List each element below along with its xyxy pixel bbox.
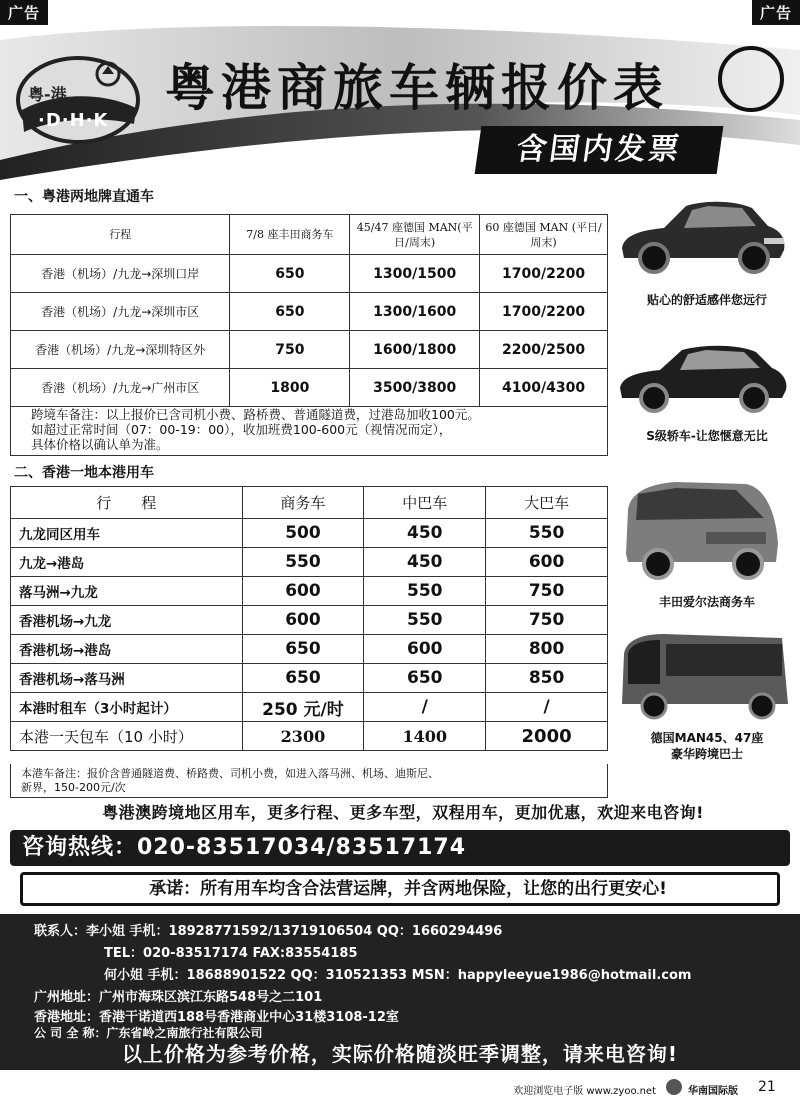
price-cell: 600 [486,548,608,577]
price-cell: 1700/2200 [480,255,608,293]
price-cell: 2200/2500 [480,331,608,369]
price-cell: 600 [364,635,486,664]
page-title: 粤港商旅车辆报价表 [165,58,669,117]
note-line: 具体价格以确认单为准。 [31,437,169,452]
page-number: 21 [758,1079,776,1095]
title-circle-decoration [718,46,784,112]
price-cell: 3500/3800 [350,369,480,407]
note-line: 新界，150-200元/次 [21,781,126,794]
van-caption: 丰田爱尔法商务车 [658,595,755,609]
price-cell: 1600/1800 [350,331,480,369]
price-cell: 650 [242,635,364,664]
price-cell: 550 [364,577,486,606]
table-row-daily [11,722,608,751]
cross-border-price-table [10,214,608,407]
logo-text-bottom: ·D·H·K [38,110,109,131]
bus-caption-line2: 豪华跨境巴士 [670,747,743,761]
price-cell: 650 [364,664,486,693]
col-header-man60: 60 座德国 MAN (平日/周末) [480,215,608,255]
footer-website: 欢迎浏览电子版 www.zyoo.net [513,1086,656,1097]
price-cell: 550 [242,548,364,577]
route-cell: 香港（机场）/九龙→深圳市区 [11,293,230,331]
route-cell: 香港机场→九龙 [11,606,243,635]
price-cell: 750 [230,331,350,369]
hongkong-address: 香港地址：香港干诺道西188号香港商业中心31楼3108-12室 [34,1010,399,1025]
route-cell: 本港一天包车（10 小时） [11,722,243,751]
note-line: 跨境车备注：以上报价已含司机小费、路桥费、普通隧道费，过港岛加收100元。 [31,407,480,422]
route-cell: 香港（机场）/九龙→广州市区 [11,369,230,407]
price-cell: 750 [486,577,608,606]
route-cell: 香港机场→落马洲 [11,664,243,693]
price-cell: 1300/1500 [350,255,480,293]
price-cell: 650 [230,293,350,331]
route-cell: 香港机场→港岛 [11,635,243,664]
contact-line-he: 何小姐 手机：18688901522 QQ：310521353 MSN：happyleeyue1986@hotmail.com [104,968,692,983]
toyota-alphard-photo [616,474,782,586]
footer-edition: 华南国际版 [688,1086,738,1097]
price-cell: 450 [364,548,486,577]
note-line: 本港车备注：报价含普通隧道费、桥路费、司机小费，如进入落马洲、机场、迪斯尼、 [21,767,439,780]
route-cell: 本港时租车（3小时起计） [11,693,243,722]
note-line: 如超过正常时间（07：00-19：00），收加班费100-600元（视情况而定）， [31,422,452,437]
bus-caption-line1: 德国MAN45、47座 [650,731,764,745]
publication-logo-icon [666,1079,682,1095]
section1-title: 一、粤港两地牌直通车 [14,189,154,205]
header-banner [0,20,800,180]
route-cell: 香港（机场）/九龙→深圳特区外 [11,331,230,369]
route-cell: 九龙同区用车 [11,519,243,548]
price-cell: 250 元/时 [242,693,364,722]
table-row [11,577,608,606]
bus-caption [614,730,800,762]
car2-caption: S级轿车-让您惬意无比 [646,429,768,443]
table-row [11,519,608,548]
col-header-minibus: 中巴车 [364,487,486,519]
price-cell: / [364,693,486,722]
contact-line-li: 联系人：李小姐 手机：18928771592/13719106504 QQ：1660294496 [34,924,503,939]
route-cell: 香港（机场）/九龙→深圳口岸 [11,255,230,293]
price-cell: 500 [242,519,364,548]
price-cell: 2000 [486,722,608,751]
price-cell: 550 [364,606,486,635]
mercedes-e-class-photo [614,186,790,286]
price-cell: 2300 [242,722,364,751]
table-row [11,255,608,293]
price-cell: 600 [242,606,364,635]
route-cell: 九龙→港岛 [11,548,243,577]
hotline-bar: 咨询热线：020-83517034/83517174 [10,830,790,866]
col-header-man45: 45/47 座德国 MAN(平日/周末) [350,215,480,255]
table-row [11,635,608,664]
page-footer [0,1076,800,1100]
table-row [11,664,608,693]
table-row-hourly [11,693,608,722]
price-cell: 750 [486,606,608,635]
price-cell: / [486,693,608,722]
price-cell: 1800 [230,369,350,407]
route-cell: 落马洲→九龙 [11,577,243,606]
ad-label-right: 广告 [752,0,800,25]
col-header-coach: 大巴车 [486,487,608,519]
table-row [11,293,608,331]
col-header-route: 行 程 [11,487,243,519]
col-header-toyota: 7/8 座丰田商务车 [230,215,350,255]
hk-local-price-table [10,486,608,751]
price-cell: 800 [486,635,608,664]
s-class-photo [614,332,790,422]
car1-caption: 贴心的舒适感伴您远行 [646,293,767,307]
price-cell: 450 [364,519,486,548]
hk-local-note [10,764,608,798]
section2-title: 二、香港一地本港用车 [14,465,154,481]
logo-text-top: 粤-港 [28,85,67,104]
price-disclaimer: 以上价格为参考价格，实际价格随淡旺季调整，请来电咨询! [121,1042,679,1066]
table-row [11,548,608,577]
table-row [11,369,608,407]
price-cell: 850 [486,664,608,693]
price-cell: 1300/1600 [350,293,480,331]
col-header-business: 商务车 [242,487,364,519]
contact-panel [0,914,800,1070]
contact-line-tel: TEL：020-83517174 FAX:83554185 [104,946,358,961]
company-name: 公 司 全 称：广东省岭之南旅行社有限公司 [34,1026,263,1040]
invoice-banner: 含国内发票 [475,126,724,174]
col-header-route: 行程 [11,215,230,255]
guangzhou-address: 广州地址：广州市海珠区滨江东路548号之二101 [34,990,323,1005]
price-cell: 550 [486,519,608,548]
price-cell: 1400 [364,722,486,751]
table-row [11,331,608,369]
price-cell: 650 [230,255,350,293]
price-cell: 4100/4300 [480,369,608,407]
man-coach-photo [614,624,792,724]
promo-text: 粤港澳跨境地区用车，更多行程、更多车型，双程用车，更加优惠，欢迎来电咨询! [102,803,704,822]
price-cell: 650 [242,664,364,693]
table-row [11,606,608,635]
price-cell: 1700/2200 [480,293,608,331]
promise-box: 承诺：所有用车均含合法营运牌，并含两地保险，让您的出行更安心! [20,872,780,906]
cross-border-note [10,404,608,456]
price-cell: 600 [242,577,364,606]
ad-label-left: 广告 [0,0,48,25]
